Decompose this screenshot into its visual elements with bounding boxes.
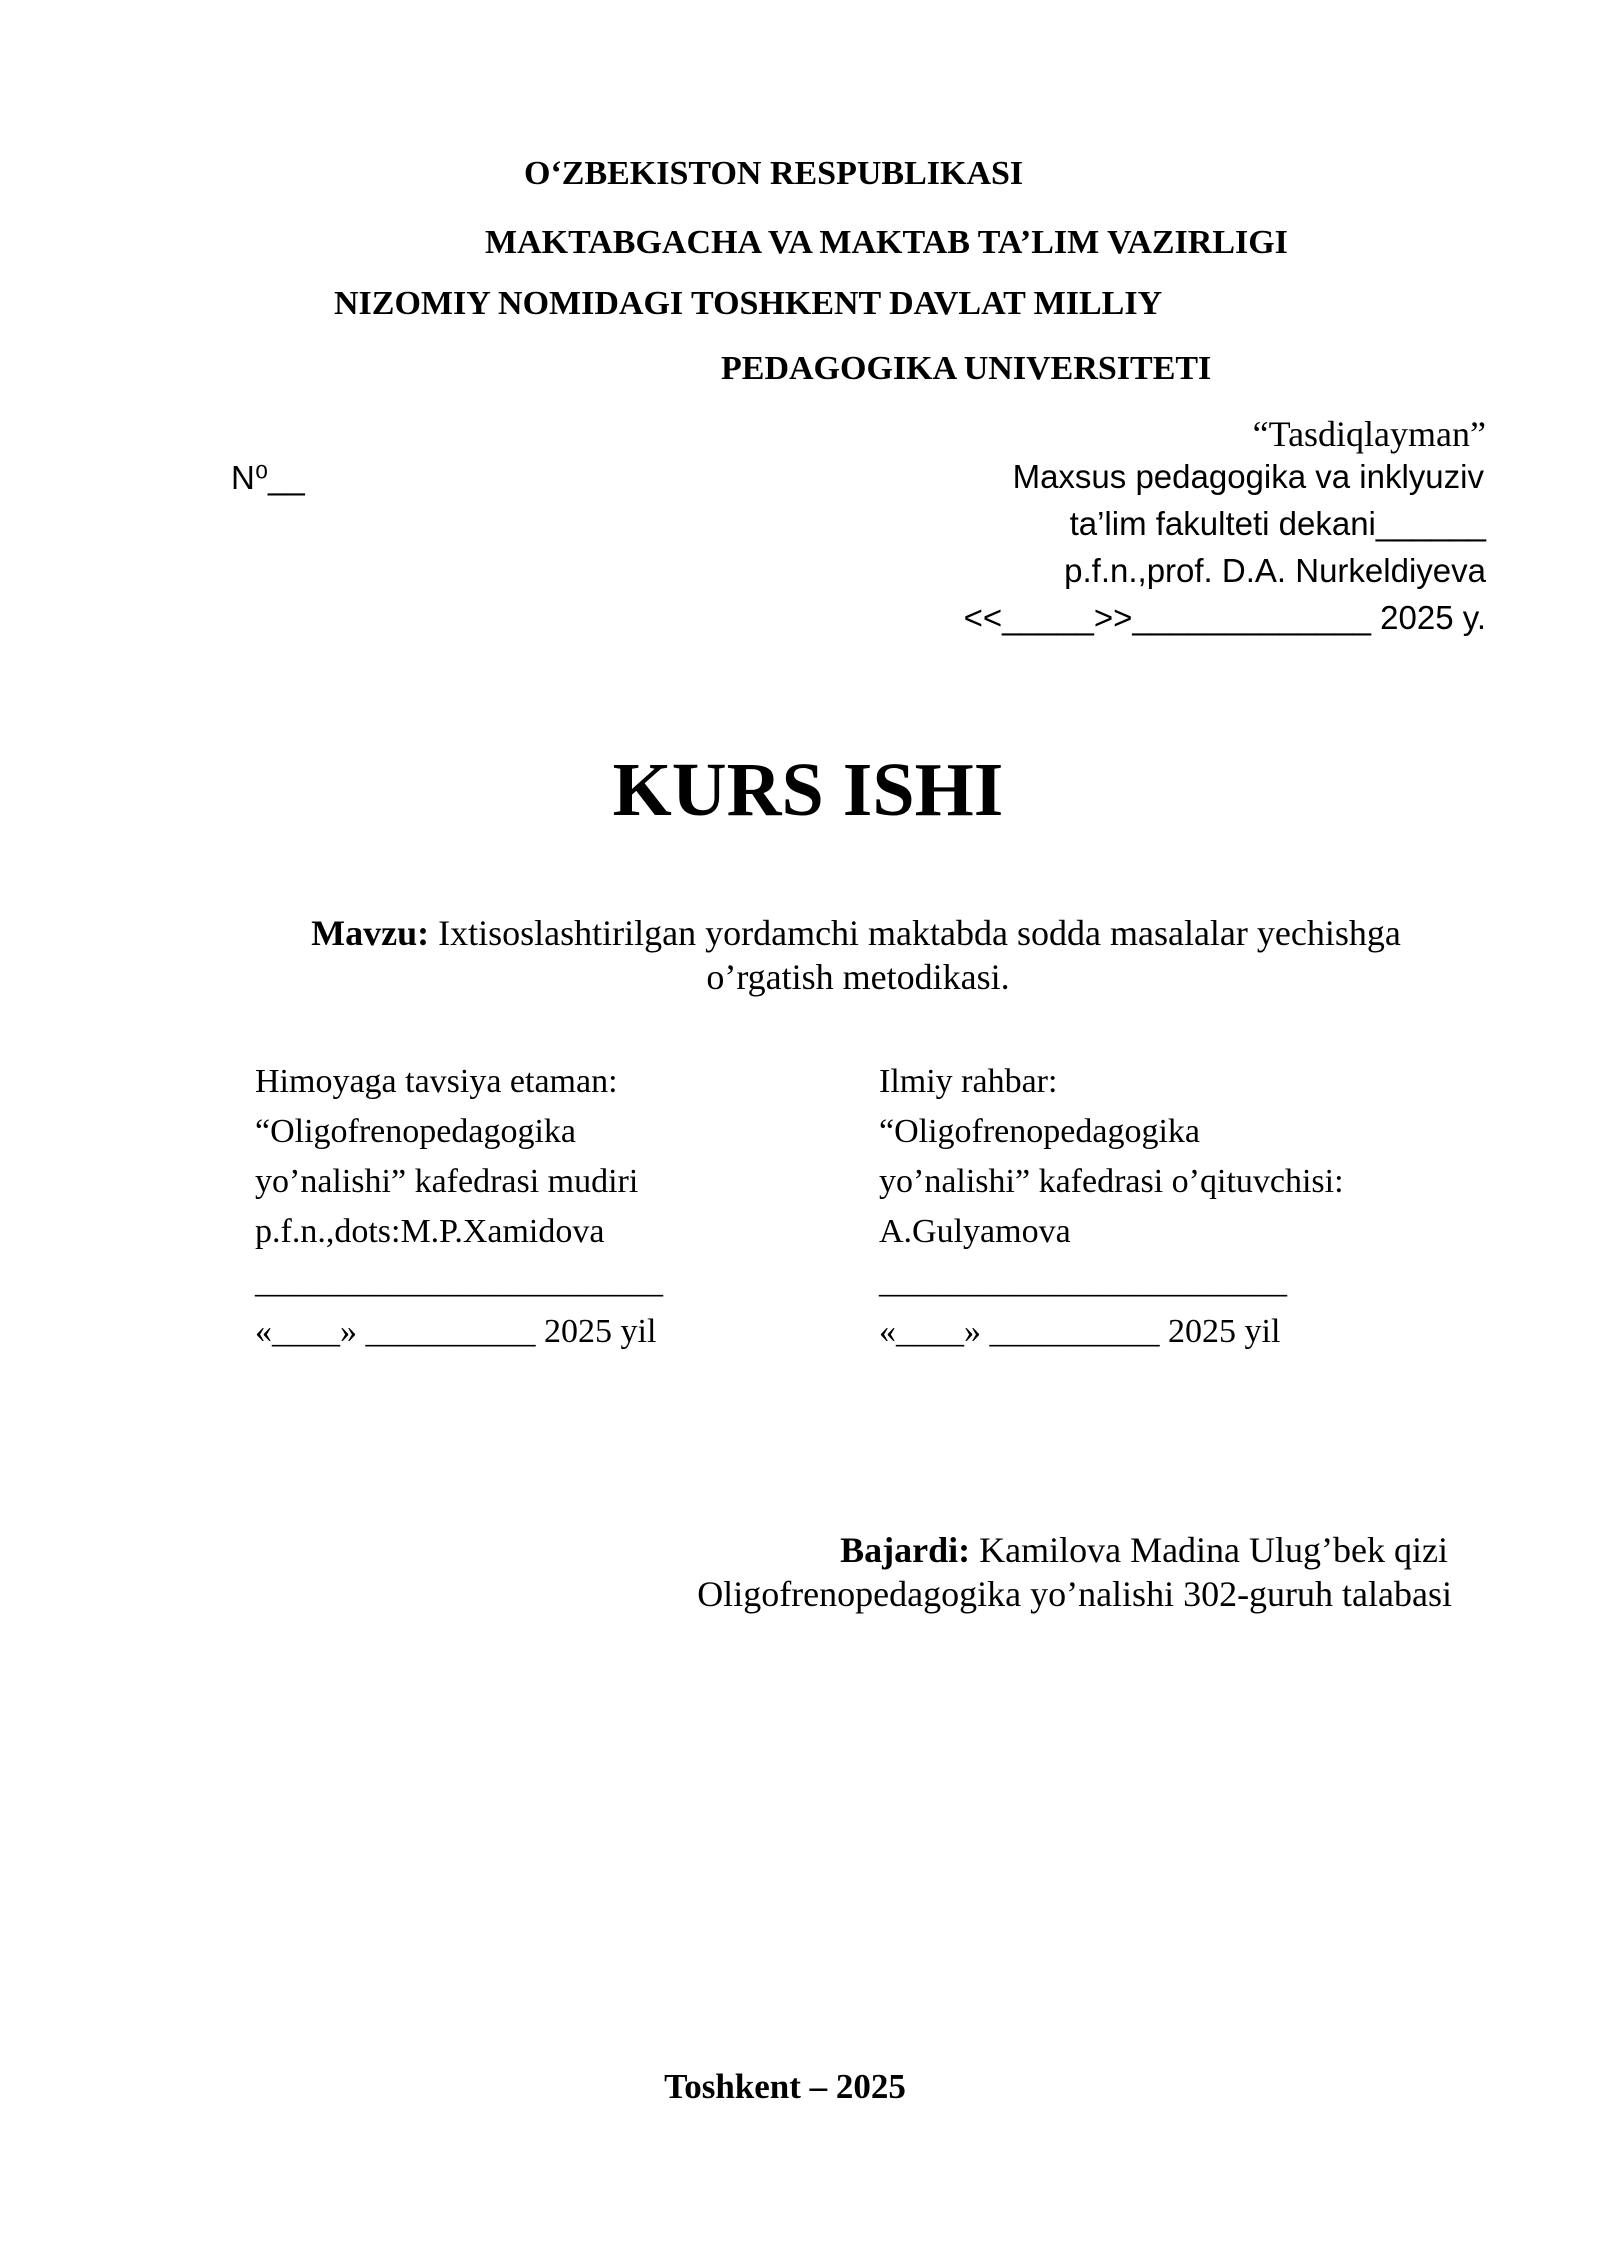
supervisor-signature-line: ________________________ — [879, 1263, 1287, 1300]
topic-text: Ixtisoslashtirilgan yordamchi maktabda sodda masalalar yechishga — [429, 913, 1401, 953]
document-title: KURS ISHI — [612, 748, 1004, 832]
header-line-ministry: MAKTABGACHA VA MAKTAB TA’LIM VAZIRLIGI — [485, 224, 1288, 261]
supervisor-department-2: yo’nalishi” kafedrasi o’qituvchisi: — [879, 1163, 1344, 1200]
performer-name: Kamilova Madina Ulug’bek qizi — [970, 1530, 1448, 1570]
recommendation-date: «____» __________ 2025 yil — [255, 1313, 657, 1350]
document-number: N⁰__ — [231, 459, 305, 496]
approval-line-date: <<_____>>_____________ 2025 y. — [963, 599, 1486, 636]
recommendation-department-2: yo’nalishi” kafedrasi mudiri — [255, 1163, 639, 1200]
supervisor-label: Ilmiy rahbar: — [879, 1063, 1058, 1100]
supervisor-name: A.Gulyamova — [879, 1213, 1071, 1250]
header-line-university-2: PEDAGOGIKA UNIVERSITETI — [721, 350, 1212, 387]
recommendation-department-1: “Oligofrenopedagogika — [255, 1113, 576, 1150]
header-line-republic: O‘ZBEKISTON RESPUBLIKASI — [524, 155, 1024, 192]
footer-city-year: Toshkent – 2025 — [664, 2067, 906, 2106]
topic-line-2: o’rgatish metodikasi. — [706, 957, 1010, 997]
recommendation-block — [255, 1057, 663, 1357]
recommendation-label: Himoyaga tavsiya etaman: — [255, 1063, 618, 1100]
approval-line-faculty: Maxsus pedagogika va inklyuziv — [1012, 458, 1484, 495]
approval-quote: “Tasdiqlayman” — [1252, 414, 1486, 454]
topic-line-1 — [0, 912, 1600, 954]
supervisor-date: «____» __________ 2025 yil — [879, 1313, 1281, 1350]
supervisor-block — [879, 1057, 1344, 1357]
supervisor-department-1: “Oligofrenopedagogika — [879, 1113, 1200, 1150]
approval-line-dean: ta’lim fakulteti dekani______ — [1069, 505, 1486, 542]
topic-label: Mavzu: — [311, 913, 430, 953]
approval-line-dean-name: p.f.n.,prof. D.A. Nurkeldiyeva — [1064, 552, 1486, 589]
performer-label: Bajardi: — [840, 1530, 971, 1570]
recommendation-signature-line: ________________________ — [255, 1263, 663, 1300]
recommendation-head-name: p.f.n.,dots:M.P.Xamidova — [255, 1213, 605, 1250]
header-line-university-1: NIZOMIY NOMIDAGI TOSHKENT DAVLAT MILLIY — [334, 285, 1163, 322]
performer-line-1 — [840, 1529, 1448, 1571]
performer-line-2: Oligofrenopedagogika yo’nalishi 302-guruh talabasi — [697, 1574, 1452, 1614]
